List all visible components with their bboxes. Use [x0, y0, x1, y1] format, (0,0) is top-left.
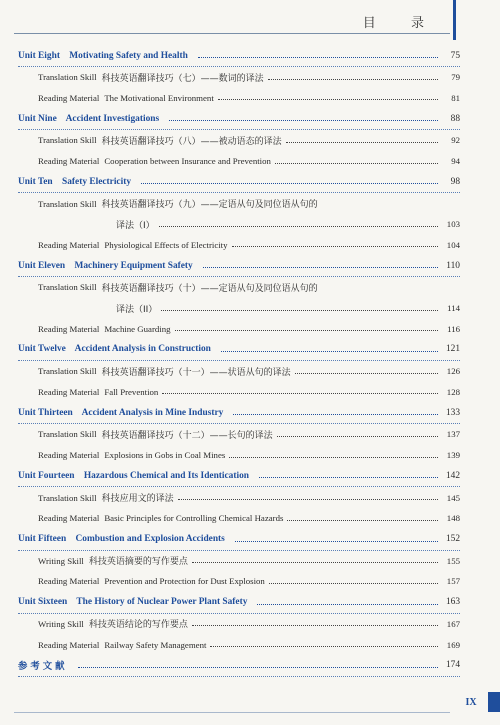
toc-sub-entry[interactable] [18, 88, 460, 109]
dot-leader [141, 183, 438, 184]
dot-leader [203, 267, 438, 268]
toc-entry-title: 科技英语翻译技巧（七）——数词的译法 [101, 73, 264, 84]
dot-leader [175, 330, 438, 331]
dot-leader [169, 120, 438, 121]
toc-unit-entry[interactable] [18, 529, 460, 551]
toc-sub-entry[interactable] [18, 67, 460, 88]
footer-accent-bar [488, 692, 500, 712]
toc-page-number: 110 [446, 260, 460, 271]
toc-unit-title: Unit Twelve Accident Analysis in Construction [18, 344, 211, 355]
toc-sub-entry[interactable] [18, 193, 460, 214]
toc-entry-title: Cooperation between Insurance and Prevention [104, 156, 271, 167]
toc-page-number: 157 [446, 576, 460, 587]
toc-unit-entry[interactable] [18, 108, 460, 130]
dot-leader [162, 393, 438, 394]
dot-leader [221, 351, 438, 352]
toc-sub-entry[interactable] [18, 508, 460, 529]
dot-leader [286, 142, 438, 143]
dot-leader [233, 414, 438, 415]
dot-leader [275, 163, 438, 164]
toc-sub-entry[interactable] [18, 571, 460, 592]
toc-unit-title: Unit Fourteen Hazardous Chemical and Its Identication [18, 470, 249, 481]
toc-entry-title: 译法（I） [116, 220, 155, 231]
dot-leader [192, 625, 438, 626]
dot-leader [161, 310, 438, 311]
dot-leader [178, 499, 438, 500]
toc-page-number: 137 [446, 429, 460, 440]
toc-page-number: 88 [450, 113, 460, 124]
toc-sub-entry[interactable] [18, 634, 460, 655]
toc-page-number: 152 [445, 534, 460, 544]
toc-entry-title: Machine Guarding [104, 323, 171, 334]
toc-entry-continuation[interactable] [18, 298, 460, 319]
toc-page-number: 155 [446, 555, 460, 566]
toc-entry-kind: Reading Material [38, 576, 100, 587]
dot-leader [295, 373, 438, 374]
toc-page-number: 142 [445, 470, 460, 481]
toc-entry-kind: Translation Skill [38, 135, 97, 146]
dot-leader [198, 57, 438, 58]
toc-page-number: 145 [446, 492, 460, 503]
toc-page-number: 94 [451, 156, 460, 167]
toc-sub-entry[interactable] [18, 382, 460, 403]
toc-page-number: 148 [446, 513, 460, 524]
dot-leader [277, 436, 438, 437]
toc-page-number: 169 [446, 639, 460, 650]
toc-unit-title: Unit Sixteen The History of Nuclear Power Plant Safety [18, 597, 248, 608]
toc-sub-entry[interactable] [18, 424, 460, 445]
toc-references-entry[interactable] [18, 655, 460, 677]
toc-entry-title: 科技英语翻译技巧（十一）——状语从句的译法 [101, 367, 291, 378]
toc-entry-title: Basic Principles for Controlling Chemical Hazards [104, 513, 284, 524]
toc-entry-kind: Reading Material [38, 92, 100, 103]
toc-unit-title: Unit Ten Safety Electricity [18, 176, 132, 187]
toc-entry-kind: Translation Skill [38, 366, 97, 377]
toc-page-number: 128 [446, 386, 460, 397]
toc-sub-entry[interactable] [18, 130, 460, 151]
toc-entry-kind: Reading Material [38, 239, 100, 250]
toc-entry-kind: Writing Skill [38, 618, 84, 629]
toc-entry-title: 科技英语翻译技巧（八）——被动语态的译法 [101, 136, 282, 147]
toc-unit-title: Unit Nine Accident Investigations [18, 113, 160, 124]
toc-entry-continuation[interactable] [18, 214, 460, 235]
toc-page-number: 103 [446, 219, 460, 230]
toc-entry-title: Physiological Effects of Electricity [104, 239, 228, 250]
toc-entry-title: 科技英语翻译技巧（九）——定语从句及同位语从句的 [101, 200, 318, 211]
toc-sub-entry[interactable] [18, 277, 460, 298]
toc-unit-entry[interactable] [18, 339, 460, 361]
toc-sub-entry[interactable] [18, 235, 460, 256]
toc-sub-entry[interactable] [18, 551, 460, 572]
dot-leader [218, 99, 438, 100]
dot-leader [287, 520, 438, 521]
toc-unit-title: Unit Fifteen Combustion and Explosion Accidents [18, 534, 225, 544]
toc-entry-kind: Reading Material [38, 323, 100, 334]
dot-leader [268, 79, 438, 80]
toc-entry-title: Prevention and Protection for Dust Explosion [104, 576, 265, 587]
toc-entry-kind: Reading Material [38, 156, 100, 167]
toc-page-number: 174 [445, 660, 460, 671]
toc-unit-title: Unit Eleven Machinery Equipment Safety [18, 260, 193, 271]
toc-entry-kind: Translation Skill [38, 492, 97, 503]
toc-page-number: 167 [446, 618, 460, 629]
toc-page-number: 104 [446, 239, 460, 250]
toc-entry-title: 科技英语结论的写作要点 [88, 620, 188, 631]
dot-leader [259, 477, 438, 478]
page-header [0, 0, 500, 38]
toc-page-number: 79 [451, 72, 460, 83]
toc-unit-entry[interactable] [18, 255, 460, 277]
toc-entry-kind: Translation Skill [38, 282, 97, 293]
toc-entry-kind: Translation Skill [38, 198, 97, 209]
toc-unit-entry[interactable] [18, 592, 460, 614]
dot-leader [229, 457, 438, 458]
toc-sub-entry[interactable] [18, 151, 460, 172]
toc-page-number: 121 [445, 344, 460, 355]
toc-unit-title: 参考文献 [18, 661, 68, 673]
toc-page-number: 75 [450, 50, 460, 61]
dot-leader [257, 604, 438, 605]
toc-entry-title: 译法（II） [116, 304, 158, 315]
toc-page-number: 114 [447, 303, 460, 314]
toc-page-number: 133 [445, 407, 460, 418]
toc-page-number: 139 [446, 450, 460, 461]
toc-entry-kind: Reading Material [38, 450, 100, 461]
toc-sub-entry[interactable] [18, 318, 460, 339]
toc-entry-title: 科技英语翻译技巧（十）——定语从句及同位语从句的 [101, 283, 318, 294]
toc-entry-title: 科技应用文的译法 [101, 494, 174, 505]
dot-leader [192, 562, 438, 563]
toc-sub-entry[interactable] [18, 614, 460, 635]
toc-entry-title: The Motivational Environment [104, 92, 214, 103]
toc-entry-title: Fall Prevention [104, 386, 159, 397]
toc-entry-title: Explosions in Gobs in Coal Mines [104, 450, 226, 461]
toc-unit-entry[interactable] [18, 171, 460, 193]
toc-page-number: 126 [446, 366, 460, 377]
toc-entry-title: 科技英语摘要的写作要点 [88, 557, 188, 568]
table-of-contents [18, 45, 460, 677]
toc-unit-title: Unit Eight Motivating Safety and Health [18, 50, 188, 61]
header-title: 目 录 [362, 15, 440, 30]
toc-page-number: 98 [450, 176, 460, 187]
toc-page-number: 163 [445, 597, 460, 608]
toc-entry-kind: Writing Skill [38, 555, 84, 566]
page-number: IX [465, 696, 477, 708]
dot-leader [210, 646, 438, 647]
toc-sub-entry[interactable] [18, 361, 460, 382]
toc-entry-kind: Reading Material [38, 386, 100, 397]
header-rule [14, 33, 450, 34]
toc-page-number: 81 [451, 92, 460, 103]
dot-leader [232, 246, 438, 247]
toc-unit-title: Unit Thirteen Accident Analysis in Mine Industry [18, 407, 224, 418]
toc-unit-entry[interactable] [18, 402, 460, 424]
toc-entry-kind: Translation Skill [38, 429, 97, 440]
toc-unit-entry[interactable] [18, 465, 460, 487]
header-accent-bar [453, 0, 456, 40]
footer-rule [14, 712, 450, 713]
toc-unit-entry[interactable] [18, 45, 460, 67]
toc-entry-title: Railway Safety Management [104, 639, 207, 650]
toc-entry-kind: Reading Material [38, 513, 100, 524]
dot-leader [159, 226, 438, 227]
toc-entry-title: 科技英语翻译技巧（十二）——长句的译法 [101, 430, 273, 441]
dot-leader [269, 583, 438, 584]
toc-sub-entry[interactable] [18, 487, 460, 508]
toc-entry-kind: Translation Skill [38, 72, 97, 83]
dot-leader [78, 667, 438, 668]
toc-page-number: 116 [447, 323, 460, 334]
toc-entry-kind: Reading Material [38, 639, 100, 650]
toc-sub-entry[interactable] [18, 445, 460, 466]
dot-leader [235, 541, 438, 542]
toc-page-number: 92 [451, 135, 460, 146]
